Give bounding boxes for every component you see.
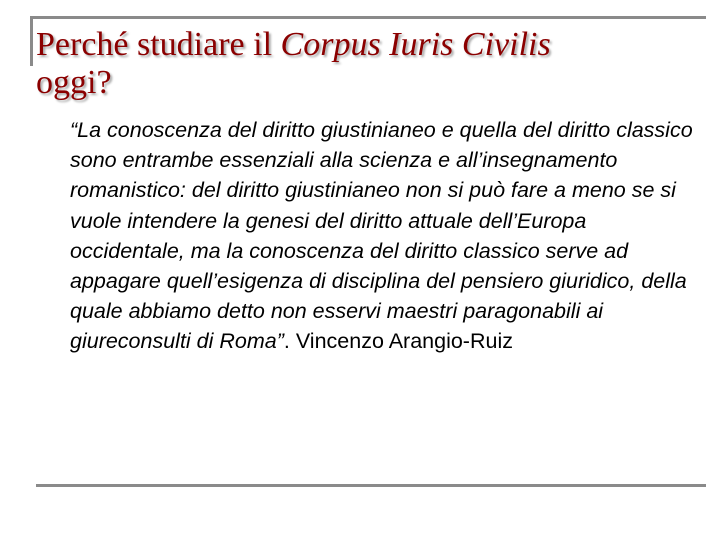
frame-left-line <box>30 16 33 66</box>
quote-attribution: . Vincenzo Arangio-Ruiz <box>283 329 513 354</box>
frame-top-line <box>30 16 706 19</box>
frame-bottom-line <box>36 484 706 487</box>
slide-title <box>36 26 686 102</box>
title-part-3: oggi? <box>36 64 112 101</box>
title-part-1: Perché studiare il <box>36 26 281 63</box>
quote-paragraph <box>70 115 702 357</box>
title-part-italic: Corpus Iuris Civilis <box>280 26 551 63</box>
quote-text: “La conoscenza del diritto giustinianeo e quella del diritto classico sono entrambe essenziali alla scienza e all’insegnamento romanistico: del diritto giustinianeo non si può fare a meno se si vuole intendere la genesi del diritto attuale dell’Europa occidentale, ma la conoscenza del diritto classico serve ad appagare quell’esigenza di disciplina del pensiero giuridico, della quale abbiamo detto non esservi maestri paragonabili ai giureconsulti di Roma” <box>70 118 693 354</box>
